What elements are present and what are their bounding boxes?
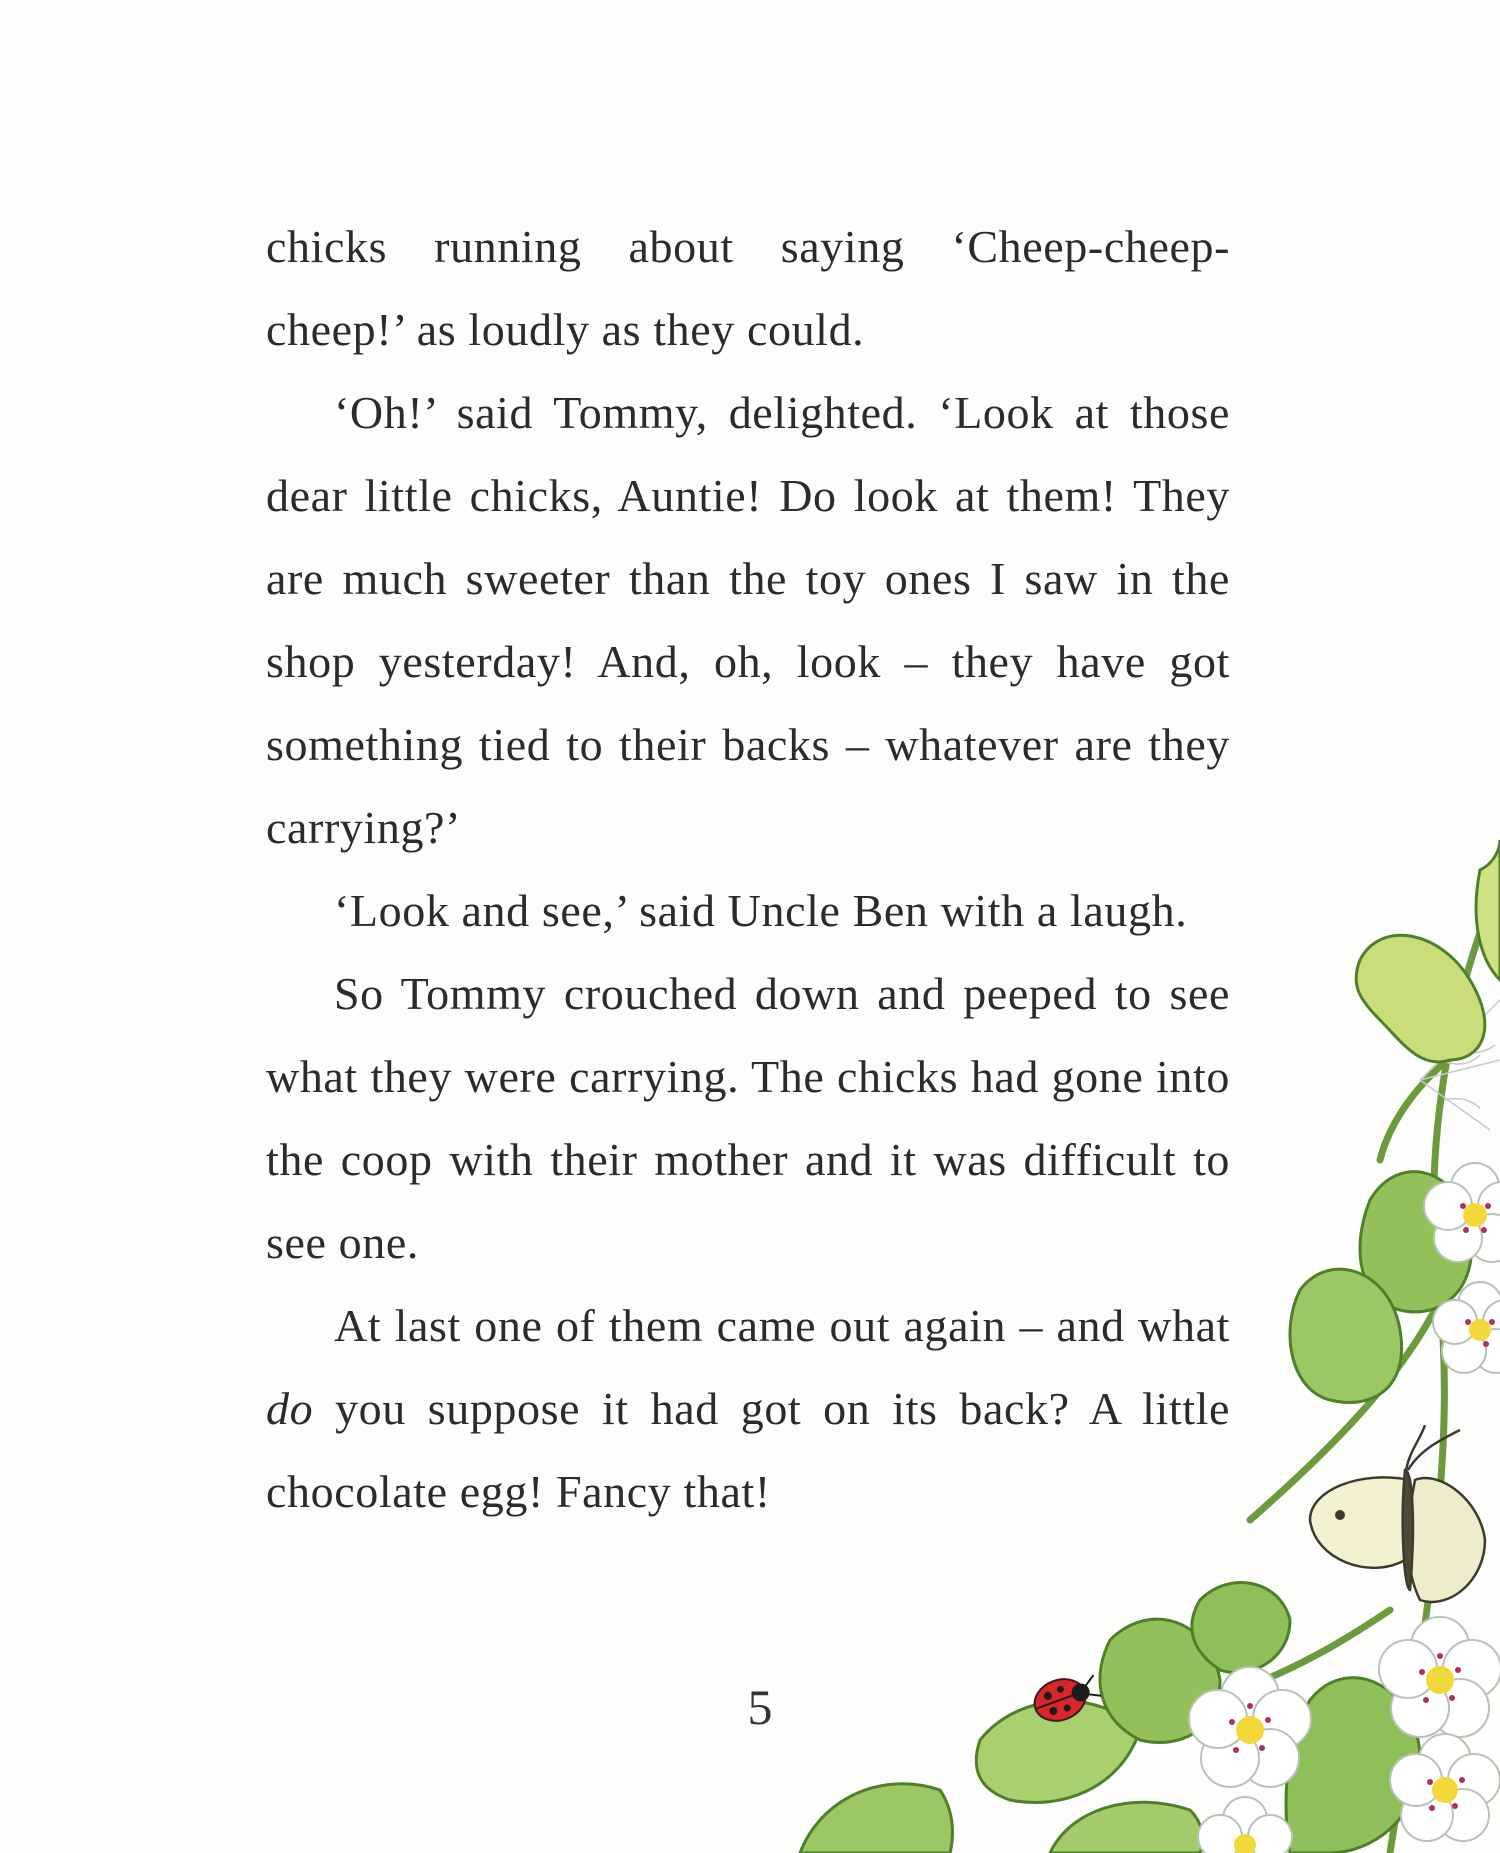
leaf — [1476, 840, 1500, 980]
leaf — [1290, 1269, 1402, 1402]
leaf — [976, 1701, 1140, 1802]
paragraph-3: ‘Look and see,’ said Uncle Ben with a laugh. — [334, 885, 1188, 936]
butterfly-wing — [1408, 1478, 1485, 1602]
paragraph-5-emphasis: do — [266, 1383, 314, 1434]
blossoms — [1189, 1163, 1500, 1853]
butterfly — [1310, 1425, 1485, 1602]
blossom — [1189, 1667, 1311, 1787]
paragraph-5 — [266, 1284, 1230, 1533]
butterfly-wing — [1310, 1477, 1410, 1567]
leaf — [1050, 1802, 1203, 1853]
ladybird — [1029, 1668, 1105, 1728]
spider-web — [1420, 1000, 1500, 1130]
page-number: 5 — [747, 1679, 773, 1735]
blossom — [1424, 1163, 1500, 1262]
leaf — [1192, 1583, 1290, 1673]
blossom — [1379, 1617, 1500, 1737]
leaf — [1286, 1678, 1420, 1853]
paragraph-2: ‘Oh!’ said Tommy, delighted. ‘Look at those dear little chicks, Auntie! Do look at them! They are much sweeter than the toy ones I saw in the shop yesterday! And, oh, look – they have got something tied to their backs – whatever are they carrying?’ — [266, 387, 1230, 853]
leaf — [1360, 1172, 1472, 1312]
blossom — [1198, 1797, 1292, 1853]
blossom — [1433, 1282, 1500, 1373]
paragraph-1: chicks running about saying ‘Cheep-cheep-cheep!’ as loudly as they could. — [266, 221, 1230, 355]
stamens — [1229, 1203, 1495, 1811]
paragraph-5-start: At last one of them came out again – and what — [334, 1300, 1230, 1351]
paragraph-4: So Tommy crouched down and peeped to see what they were carrying. The chicks had gone into the coop with their mother and it was difficult to see one. — [266, 968, 1230, 1268]
paragraph-5-end: you suppose it had got on its back? A little chocolate egg! Fancy that! — [266, 1383, 1230, 1517]
butterfly-body — [1403, 1470, 1413, 1590]
leaf — [1356, 935, 1485, 1062]
leaf — [800, 1784, 953, 1853]
blossom — [1390, 1734, 1500, 1841]
leaf — [1100, 1619, 1220, 1742]
story-text — [266, 205, 1230, 1533]
